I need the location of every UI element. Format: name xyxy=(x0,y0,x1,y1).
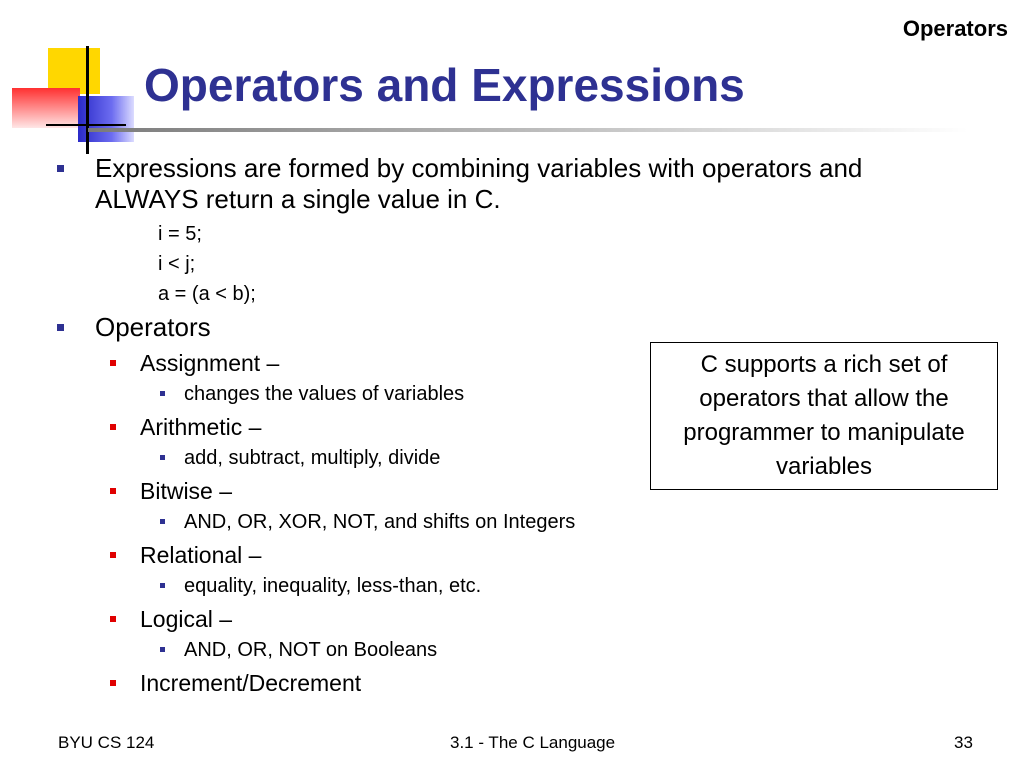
operator-desc xyxy=(184,447,440,470)
bullet-square-icon xyxy=(160,519,165,524)
bullet-square-icon xyxy=(110,616,116,622)
operator-item xyxy=(140,478,232,505)
bullet-square-icon xyxy=(110,552,116,558)
operator-desc xyxy=(184,511,575,534)
operator-desc xyxy=(184,383,464,406)
footer-chapter: 3.1 - The C Language xyxy=(450,733,616,752)
code-line: a = (a < b); xyxy=(158,283,256,305)
operator-item xyxy=(140,606,232,633)
operator-name: Bitwise – xyxy=(140,478,233,504)
callout-box xyxy=(650,342,998,490)
bullet-square-icon xyxy=(160,583,165,588)
operator-name: Logical – xyxy=(140,606,233,632)
slide-title: Operators and Expressions xyxy=(144,59,745,111)
operator-desc-text: changes the values of variables xyxy=(184,383,465,405)
code-line: i = 5; xyxy=(158,223,202,245)
operator-item xyxy=(140,670,361,697)
bullet-square-icon xyxy=(110,488,116,494)
operator-desc-text: AND, OR, XOR, NOT, and shifts on Integers xyxy=(184,511,576,533)
operator-name: Increment/Decrement xyxy=(140,670,362,696)
bullet-square-icon xyxy=(57,324,64,331)
operator-desc-text: AND, OR, NOT on Booleans xyxy=(184,639,438,661)
bullet-operators xyxy=(95,312,955,343)
footer-course: BYU CS 124 xyxy=(58,733,155,752)
operator-item xyxy=(140,350,279,377)
callout-text: C supports a rich set of operators that allow the programmer to manipulate variables xyxy=(683,351,965,480)
page-number: 33 xyxy=(954,733,973,752)
intro-text: Expressions are formed by combining variables with operators and ALWAYS return a single value in C. xyxy=(95,153,863,214)
operator-item xyxy=(140,542,261,569)
operator-desc-text: equality, inequality, less-than, etc. xyxy=(184,575,482,597)
operator-desc xyxy=(184,575,481,598)
bullet-square-icon xyxy=(57,165,64,172)
bullet-square-icon xyxy=(110,360,116,366)
operator-name: Assignment – xyxy=(140,350,280,376)
bullet-square-icon xyxy=(110,424,116,430)
section-label: Operators xyxy=(902,16,1008,41)
code-line: i < j; xyxy=(158,253,196,275)
operator-item xyxy=(140,414,261,441)
bullet-square-icon xyxy=(160,455,165,460)
bullet-square-icon xyxy=(160,647,165,652)
operator-desc xyxy=(184,639,437,662)
operators-heading: Operators xyxy=(95,312,211,342)
bullet-square-icon xyxy=(160,391,165,396)
operator-name: Relational – xyxy=(140,542,262,568)
bullet-square-icon xyxy=(110,680,116,686)
operator-desc-text: add, subtract, multiply, divide xyxy=(184,447,441,469)
bullet-expressions xyxy=(95,153,955,215)
operator-name: Arithmetic – xyxy=(140,414,262,440)
